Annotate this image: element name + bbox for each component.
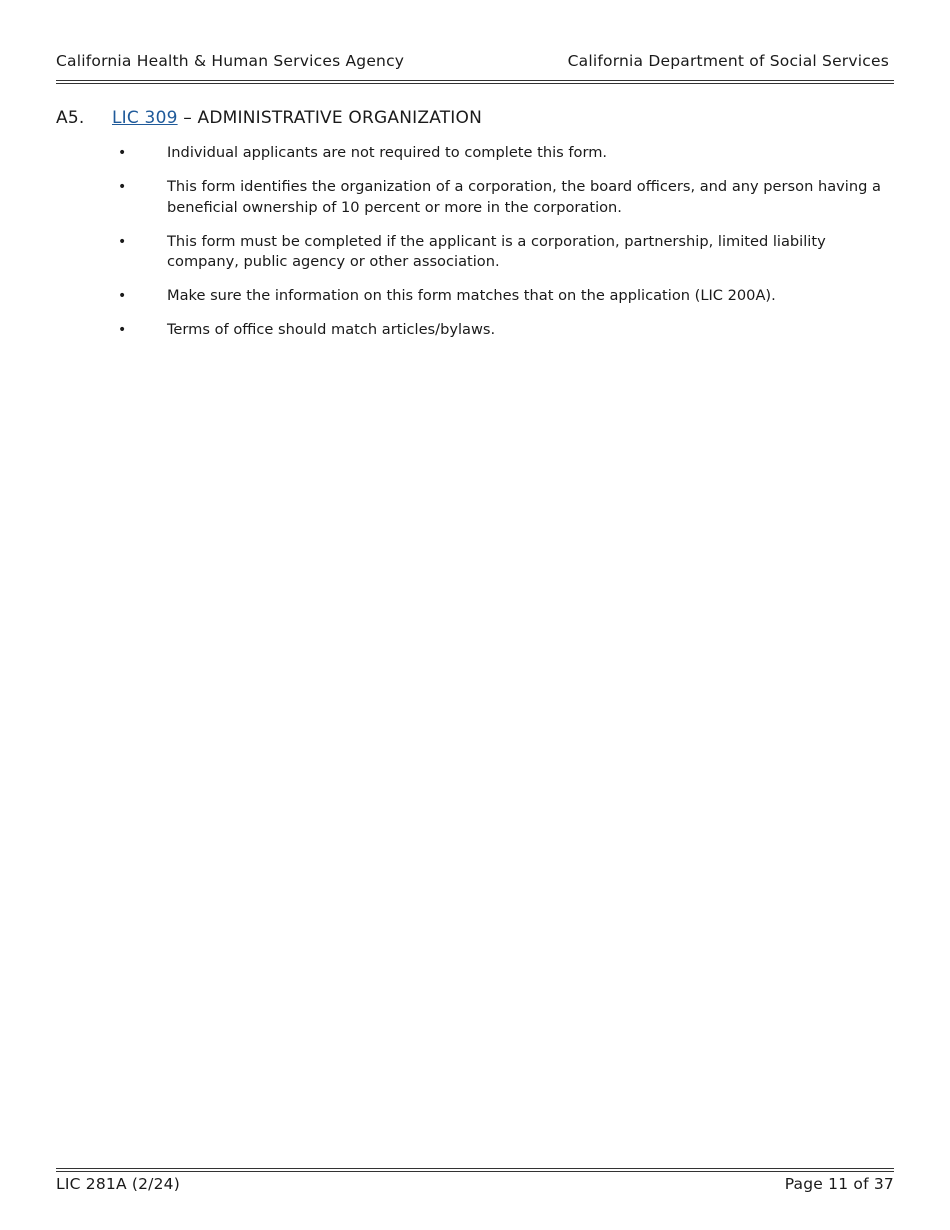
bullet-icon: •	[118, 322, 127, 338]
footer-double-rule	[56, 1168, 894, 1172]
list-item	[56, 286, 887, 307]
section-a5	[56, 106, 894, 354]
header-agency-name: California Health & Human Services Agency	[56, 52, 405, 70]
lic-309-link[interactable]: LIC 309	[112, 108, 178, 128]
list-item-text: This form must be completed if the applicant is a corporation, partnership, limited liability company, public agency or other association.	[167, 232, 826, 270]
section-number: A5.	[56, 108, 85, 128]
bullet-icon: •	[118, 233, 127, 250]
list-item-text: This form identifies the organization of a corporation, the board officers, and any person having a beneficial ownership of 10 percent or more in the corporation.	[167, 178, 881, 216]
list-item	[56, 320, 887, 341]
list-item	[56, 232, 887, 273]
list-item-text: Terms of office should match articles/bylaws.	[167, 321, 496, 338]
bullet-list	[56, 143, 894, 341]
section-title-text: – ADMINISTRATIVE ORGANIZATION	[177, 108, 483, 128]
list-item	[56, 143, 887, 164]
section-heading	[56, 106, 894, 130]
list-item	[56, 177, 887, 218]
page-footer	[56, 1175, 894, 1197]
page-header	[56, 52, 894, 74]
header-department-name: California Department of Social Services	[567, 52, 889, 70]
bullet-icon: •	[118, 288, 127, 304]
section-title	[112, 106, 482, 130]
list-item-text: Individual applicants are not required to complete this form.	[167, 144, 608, 161]
page-number: Page 11 of 37	[784, 1175, 894, 1193]
bullet-icon: •	[118, 179, 127, 195]
form-id: LIC 281A (2/24)	[56, 1175, 180, 1193]
list-item-text: Make sure the information on this form matches that on the application (LIC 200A).	[167, 287, 776, 304]
header-double-rule	[56, 80, 894, 84]
bullet-icon: •	[118, 145, 127, 161]
